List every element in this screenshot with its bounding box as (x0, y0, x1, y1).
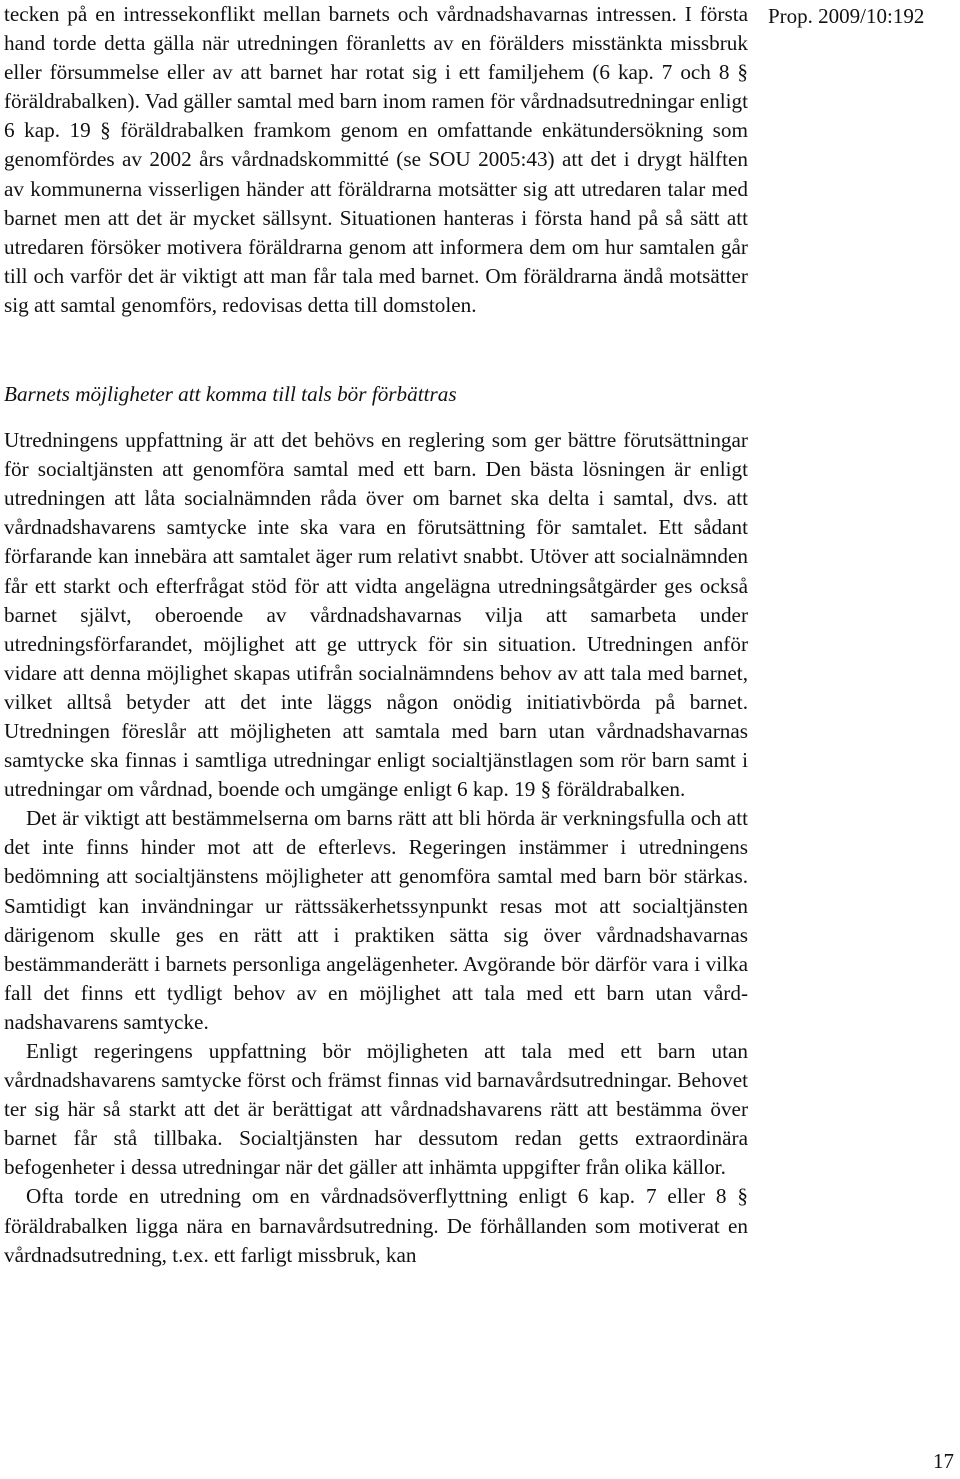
heading-spacer (4, 409, 748, 426)
proposition-reference: Prop. 2009/10:192 (768, 4, 925, 28)
page-number: 17 (933, 1449, 954, 1473)
section-spacer (4, 320, 748, 380)
body-paragraph: Det är viktigt att bestämmelserna om barns rätt att bli hörda är verkningsfulla och att det inte finns hinder mot att de efterlevs. Regeringen instämmer i utredningens bedömning att socialtjänstens möjligheter att genomföra samtal med barn bör stärkas. Samtidigt kan invändningar ur rättssäkerhetssynpunkt resas mot att socialtjänsten därigenom skulle ges en rätt att i praktiken sätta sig över vårdnadshavarnas bestämmanderätt i barnets personliga angelägenheter. Avgörande bör därför vara i vilka fall det finns ett tydligt behov av en möjlighet att tala med ett barn utan vårdnadshavarens samtycke. (4, 806, 748, 1034)
main-text-column (4, 0, 748, 1270)
body-paragraph: Ofta torde en utredning om en vårdnadsöverflyttning enligt 6 kap. 7 eller 8 § föräldrabalken ligga nära en barnavårdsutredning. De förhållanden som motiverat en vårdnadsutredning, t.ex. ett farligt missbruk, kan (4, 1184, 748, 1267)
body-paragraph: Utredningens uppfattning är att det behövs en reglering som ger bättre förutsättningar för socialtjänsten att genomföra samtal med ett barn. Den bästa lösningen är enligt utredningen att låta socialnämnden råda över om barnet ska delta i samtal, dvs. att vårdnadshavarens samtycke inte ska vara en förutsättning för samtalet. Ett sådant förfarande kan innebära att samtalet äger rum relativt snabbt. Utöver att socialnämnden får ett starkt och efterfrågat stöd för att vidta angelägna utredningsåtgärder ges också barnet självt, oberoende av vårdnadshavarnas vilja att samarbeta under utredningsförfarandet, möjlighet att ge uttryck för sin situation. Utredningen anför vidare att denna möjlighet skapas utifrån socialnämndens behov av att tala med barnet, vilket alltså betyder att det inte läggs någon onödig initiativbörda på barnet. Utredningen föreslår att möjligheten att samtala med barn utan vårdnadshavarnas samtycke ska finnas i samtliga utredningar enligt socialtjänstlagen som rör barn samt i utredningar om vårdnad, boende och umgänge enligt 6 kap. 19 § föräldrabalken. (4, 428, 748, 802)
body-paragraph-intro: tecken på en intressekonflikt mellan barnets och vårdnadshavarnas intressen. I första hand torde detta gälla när utredningen föranletts av en förälders misstänkta missbruk eller försummelse eller av att barnet har rotat sig i ett familjehem (6 kap. 7 och 8 § föräldrabalken). Vad gäller samtal med barn inom ramen för vårdnadsutredningar enligt 6 kap. 19 § föräldrabalken framkom genom en omfattande enkätundersökning som genomfördes av 2002 års vårdnadskommitté (se SOU 2005:43) att det i drygt hälften av kommunerna visserligen händer att föräldrarna motsätter sig att utredaren talar med barnet men att det är mycket sällsynt. Situationen hanteras i första hand på så sätt att utredaren försöker motivera föräldrarna genom att informera dem om hur samtalen går till och varför det är viktigt att man får tala med barnet. Om föräldrarna ändå motsätter sig att samtal genomförs, redovisas detta till domstolen. (4, 2, 748, 317)
body-paragraph: Enligt regeringens uppfattning bör möjligheten att tala med ett barn utan vårdnadshavarens samtycke först och främst finnas vid barnavårdsutredningar. Behovet ter sig här så starkt att det är berättigat att vårdnadshavarens rätt att bestämma över barnet får stå tillbaka. Socialtjänsten har dessutom redan getts extraordinära befogenheter i dessa utredningar när det gäller att inhämta uppgifter från olika källor. (4, 1039, 748, 1180)
section-heading: Barnets möjligheter att komma till tals bör förbättras (4, 382, 457, 407)
